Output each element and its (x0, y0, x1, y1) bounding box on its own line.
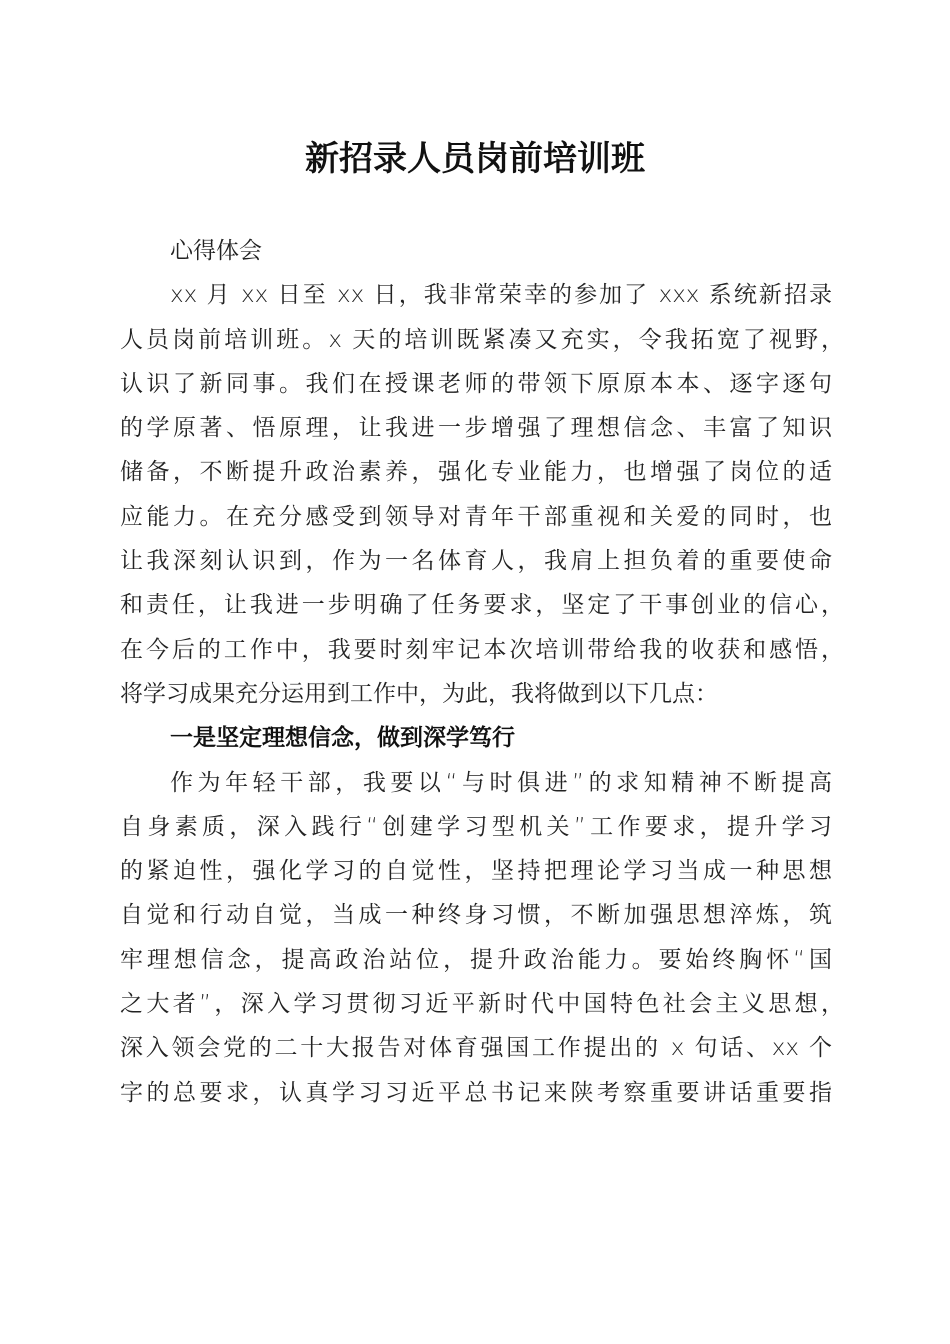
text-line: xx 月 xx 日至 xx 日，我非常荣幸的参加了 xxx 系统新招录 (170, 282, 832, 309)
text-line: 将学习成果充分运用到工作中，为此，我将做到以下几点： (120, 680, 718, 707)
text-line: 认识了新同事。我们在授课老师的带领下原原本本、逐字逐句 (120, 370, 832, 397)
document-body (120, 229, 844, 1115)
paragraph-intro (120, 273, 844, 716)
text-line: 在今后的工作中，我要时刻牢记本次培训带给我的收获和感悟， (120, 636, 844, 663)
paragraph-section-one (120, 761, 844, 1115)
text-line: 自觉和行动自觉，当成一种终身习惯，不断加强思想淬炼，筑 (120, 902, 832, 929)
section-heading: 一是坚定理想信念，做到深学笃行 (170, 724, 515, 752)
text-line: 储备，不断提升政治素养，强化专业能力，也增强了岗位的适 (120, 459, 832, 486)
text-line: 深入领会党的二十大报告对体育强国工作提出的 x 句话、xx 个 (120, 1035, 832, 1062)
text-line: 让我深刻认识到，作为一名体育人，我肩上担负着的重要使命 (120, 548, 832, 575)
document-title: 新招录人员岗前培训班 (305, 139, 645, 179)
subtitle: 心得体会 (170, 238, 262, 264)
text-line: 的紧迫性，强化学习的自觉性，坚持把理论学习当成一种思想 (120, 858, 832, 885)
text-line: 应能力。在充分感受到领导对青年干部重视和关爱的同时，也 (120, 503, 832, 530)
text-line: 之大者”，深入学习贯彻习近平新时代中国特色社会主义思想， (120, 991, 844, 1018)
text-line: 人员岗前培训班。x 天的培训既紧凑又充实，令我拓宽了视野， (120, 326, 844, 353)
text-line: 自身素质，深入践行“创建学习型机关”工作要求，提升学习 (120, 813, 832, 840)
text-line: 和责任，让我进一步明确了任务要求，坚定了干事创业的信心， (120, 592, 844, 619)
text-line: 字的总要求，认真学习习近平总书记来陕考察重要讲话重要指 (120, 1079, 832, 1106)
text-line: 作为年轻干部，我要以“与时俱进”的求知精神不断提高 (170, 769, 832, 796)
text-line: 的学原著、悟原理，让我进一步增强了理想信念、丰富了知识 (120, 415, 832, 442)
text-line: 牢理想信念，提高政治站位，提升政治能力。要始终胸怀“国 (120, 946, 832, 973)
